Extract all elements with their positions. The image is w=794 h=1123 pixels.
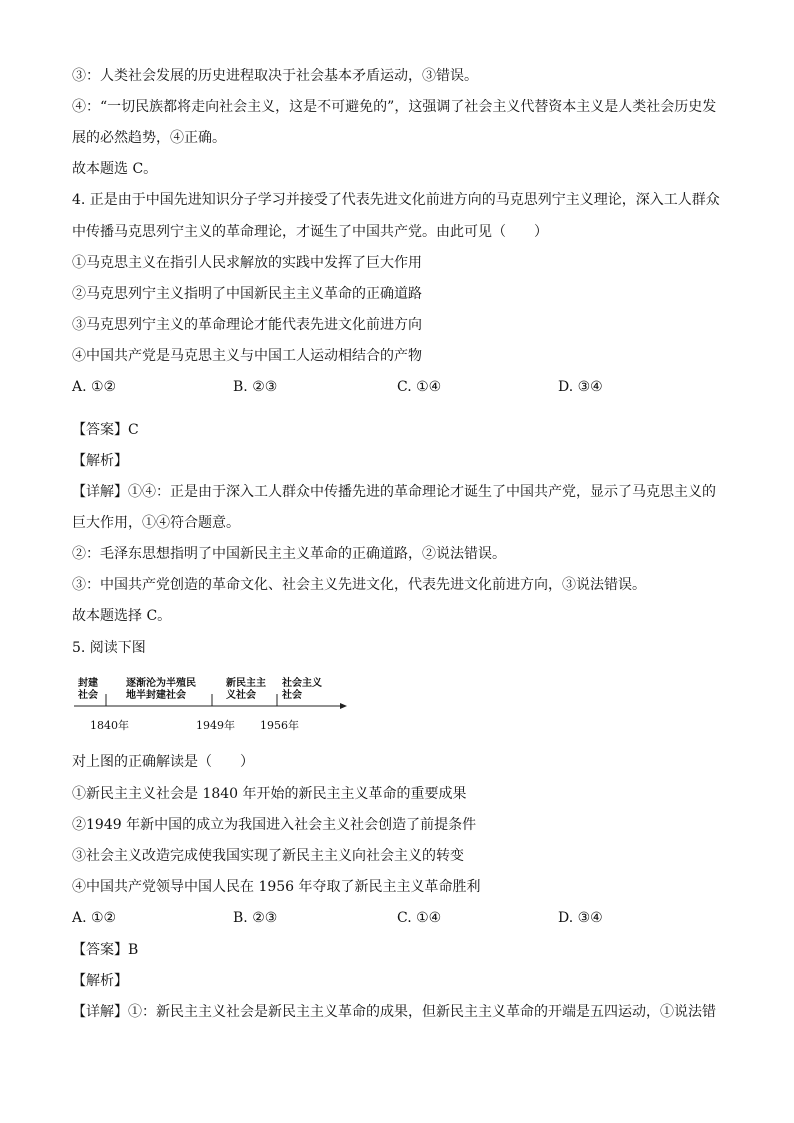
q5-analysis-title: 【解析】 (72, 973, 128, 989)
q5-detail-1: 【详解】①：新民主主义社会是新民主主义革命的成果，但新民主主义革命的开端是五四运动，①说法错 (72, 1004, 716, 1020)
q4-option-c: C. ①④ (397, 379, 442, 395)
q4-stem-cont: 中传播马克思列宁主义的革命理论，才诞生了中国共产党。由此可见（ ） (72, 224, 548, 240)
q4-item-3: ③马克思列宁主义的革命理论才能代表先进文化前进方向 (72, 317, 422, 333)
q5-item-4: ④中国共产党领导中国人民在 1956 年夺取了新民主主义革命胜利 (72, 879, 481, 895)
analysis-line-3: ③：人类社会发展的历史进程取决于社会基本矛盾运动，③错误。 (72, 68, 478, 84)
q5-answer: 【答案】B (72, 942, 139, 958)
q4-option-b: B. ②③ (233, 379, 278, 395)
q4-detail-1-cont: 巨大作用，①④符合题意。 (72, 515, 240, 531)
label-feudal-line2: 社会 (78, 690, 98, 701)
label-feudal-line1: 封建 (78, 678, 98, 689)
q4-detail-2: ②：毛泽东思想指明了中国新民主主义革命的正确道路，②说法错误。 (72, 546, 506, 562)
timeline-figure (72, 672, 348, 738)
label-semi-colonial-line2: 地半封建社会 (126, 690, 186, 701)
label-socialist-line1: 社会主义 (282, 678, 322, 689)
q4-item-1: ①马克思主义在指引人民求解放的实践中发挥了巨大作用 (72, 255, 422, 271)
q5-option-c: C. ①④ (397, 910, 442, 926)
q4-answer: 【答案】C (72, 422, 139, 438)
label-semi-colonial-line1: 逐渐沦为半殖民 (126, 678, 196, 689)
q5-option-a: A. ①② (72, 910, 117, 926)
q5-item-3: ③社会主义改造完成使我国实现了新民主主义向社会主义的转变 (72, 848, 464, 864)
analysis-line-4: ④：“一切民族都将走向社会主义，这是不可避免的”，这强调了社会主义代替资本主义是人类社会历史发 (72, 99, 717, 115)
year-1956: 1956年 (260, 719, 299, 732)
q4-option-a: A. ①② (72, 379, 117, 395)
q5-stem: 5. 阅读下图 (72, 640, 146, 656)
label-new-democratic-line1: 新民主主 (226, 678, 266, 689)
q4-detail-1: 【详解】①④：正是由于深入工人群众中传播先进的革命理论才诞生了中国共产党，显示了马克思主义的 (72, 484, 716, 500)
q4-analysis-title: 【解析】 (72, 453, 128, 469)
label-new-democratic-line2: 义社会 (226, 690, 256, 701)
q4-stem: 4. 正是由于中国先进知识分子学习并接受了代表先进文化前进方向的马克思列宁主义理论，深入工人群众 (72, 192, 720, 208)
q5-item-2: ②1949 年新中国的成立为我国进入社会主义社会创造了前提条件 (72, 817, 477, 833)
q4-conclusion: 故本题选择 C。 (72, 608, 172, 624)
q4-item-4: ④中国共产党是马克思主义与中国工人运动相结合的产物 (72, 348, 422, 364)
year-1949: 1949年 (196, 719, 235, 732)
q5-question: 对上图的正确解读是（ ） (72, 754, 254, 770)
q5-item-1: ①新民主主义社会是 1840 年开始的新民主主义革命的重要成果 (72, 786, 467, 802)
year-1840: 1840年 (90, 719, 129, 732)
q5-option-b: B. ②③ (233, 910, 278, 926)
q3-conclusion: 故本题选 C。 (72, 161, 158, 177)
q4-option-d: D. ③④ (558, 379, 603, 395)
analysis-line-4-cont: 展的必然趋势，④正确。 (72, 130, 226, 146)
q4-item-2: ②马克思列宁主义指明了中国新民主主义革命的正确道路 (72, 286, 422, 302)
label-socialist-line2: 社会 (282, 690, 302, 701)
q4-detail-3: ③：中国共产党创造的革命文化、社会主义先进文化，代表先进文化前进方向，③说法错误。 (72, 577, 646, 593)
q5-option-d: D. ③④ (558, 910, 603, 926)
